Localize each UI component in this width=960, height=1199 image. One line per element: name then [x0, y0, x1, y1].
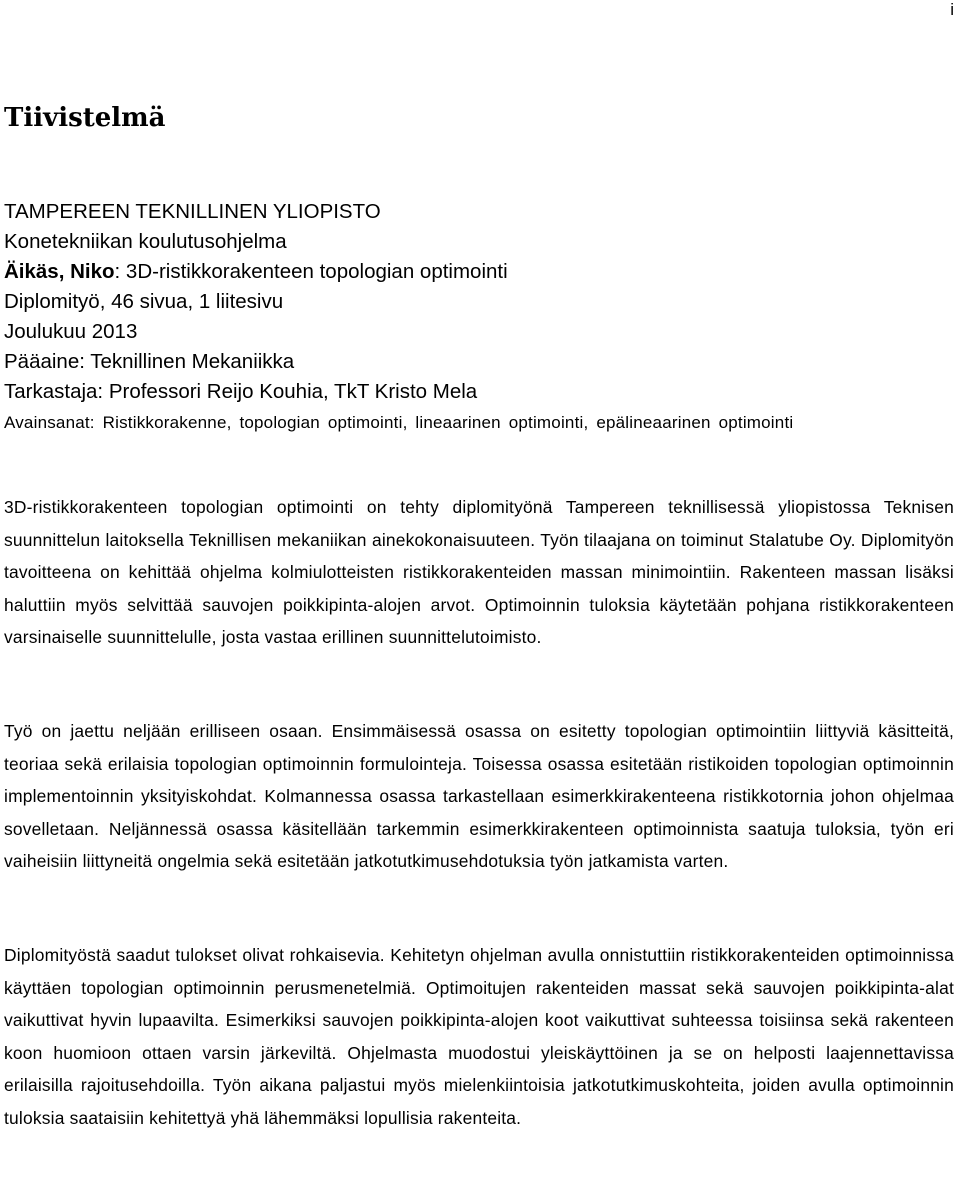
author-title-line [4, 257, 960, 287]
keywords: Avainsanat: Ristikkorakenne, topologian optimointi, lineaarinen optimointi, epälineaarinen optimointi [4, 413, 794, 432]
major-subject: Pääaine: Teknillinen Mekaniikka [4, 350, 295, 373]
abstract-paragraph-2: Työ on jaettu neljään erilliseen osaan. Ensimmäisessä osassa on esitetty topologian optimointiin liittyviä käsitteitä, teoriaa sekä erilaisia topologian optimoinnin formulointeja. Toisessa osassa esitetään ristikoiden topologian optimoinnin implementoinnin yksityiskohdat. Kolmannessa osassa tarkastellaan esimerkkirakenteena ristikkotornia johon ohjelmaa sovelletaan. Neljännessä osassa käsitellään tarkemmin esimerkkirakenteen optimoinnista saatuja tuloksia, työn eri vaiheisiin liittyneitä ongelmia sekä esitetään jatkotutkimusehdotuksia työn jatkamista varten. [4, 721, 954, 872]
page-number: i [950, 0, 954, 19]
thesis-title: : 3D-ristikkorakenteen topologian optimointi [114, 260, 508, 283]
abstract-paragraph-3: Diplomityöstä saadut tulokset olivat rohkaisevia. Kehitetyn ohjelman avulla onnistuttiin ristikkorakenteiden optimoinnissa käyttäen topologian optimoinnin perusmenetelmiä. Optimoitujen rakenteiden massat sekä sauvojen poikkipinta-alat vaikuttivat hyvin lupaavilta. Esimerkiksi sauvojen poikkipinta-alojen koot vaikuttivat suhteessa toisiinsa sekä rakenteen koon huomioon ottaen varsin järkeviltä. Ohjelmasta muodostui yleiskäyttöinen ja se on helposti laajennettavissa erilaisilla rajoitusehdoilla. Työn aikana paljastui myös mielenkiintoisia jatkotutkimuskohteita, joiden avulla optimoinnin tuloksia saataisiin kehitettyä yhä lähemmäksi lopullisia rakenteita. [4, 945, 954, 1128]
university-name: TAMPEREEN TEKNILLINEN YLIOPISTO [4, 200, 381, 223]
examiners: Tarkastaja: Professori Reijo Kouhia, TkT Kristo Mela [4, 380, 478, 403]
thesis-metadata [4, 197, 960, 439]
degree-programme: Konetekniikan koulutusohjelma [4, 230, 287, 253]
abstract-heading: Tiivistelmä [4, 103, 166, 133]
author-name: Äikäs, Niko [4, 260, 115, 283]
page-count: Diplomityö, 46 sivua, 1 liitesivu [4, 290, 284, 313]
thesis-date: Joulukuu 2013 [4, 320, 138, 343]
abstract-paragraph-1: 3D-ristikkorakenteen topologian optimointi on tehty diplomityönä Tampereen teknillisessä yliopistossa Teknisen suunnittelun laitoksella Teknillisen mekaniikan ainekokonaisuuteen. Työn tilaajana on toiminut Stalatube Oy. Diplomityön tavoitteena on kehittää ohjelma kolmiulotteisten ristikkorakenteiden massan minimointiin. Rakenteen massan lisäksi haluttiin myös selvittää sauvojen poikkipinta-alojen arvot. Optimoinnin tuloksia käytetään pohjana ristikkorakenteen varsinaiselle suunnittelulle, josta vastaa erillinen suunnittelutoimisto. [4, 497, 954, 648]
